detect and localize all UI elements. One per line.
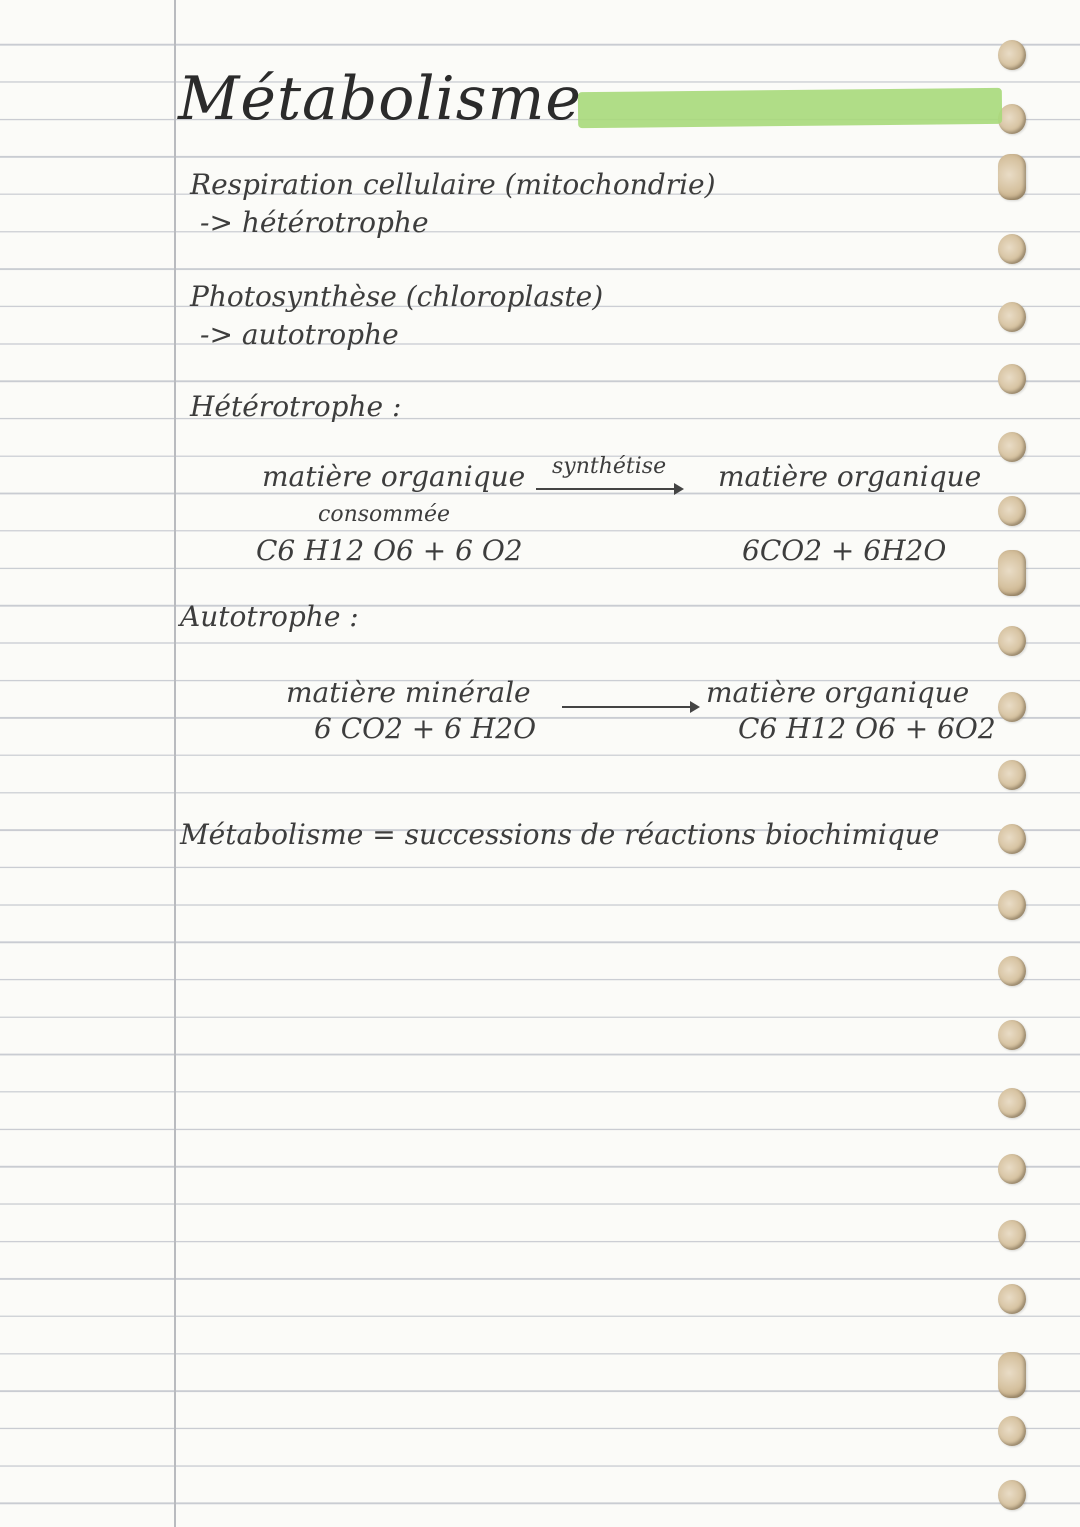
binder-hole bbox=[998, 104, 1026, 134]
heterotrophe-arrow bbox=[536, 488, 682, 490]
binder-hole bbox=[998, 432, 1026, 462]
heterotrophe-left-label: matière organique bbox=[262, 460, 526, 493]
autotrophe-left-formula: 6 CO2 + 6 H2O bbox=[314, 712, 537, 745]
binder-hole bbox=[998, 1352, 1026, 1398]
binder-hole bbox=[998, 154, 1026, 200]
binder-hole bbox=[998, 760, 1026, 790]
definition-text: successions de réactions biochimique bbox=[404, 818, 940, 851]
respiration-heading: Respiration cellulaire (mitochondrie) bbox=[190, 168, 716, 201]
margin-line bbox=[174, 0, 176, 1527]
page-title: Métabolisme bbox=[178, 64, 582, 134]
binder-hole bbox=[998, 824, 1026, 854]
autotrophe-heading: Autotrophe : bbox=[180, 600, 359, 633]
binder-hole bbox=[998, 364, 1026, 394]
photosynthese-heading: Photosynthèse (chloroplaste) bbox=[190, 280, 604, 313]
binder-hole bbox=[998, 1020, 1026, 1050]
heterotrophe-right-label: matière organique bbox=[718, 460, 982, 493]
heterotrophe-right-formula: 6CO2 + 6H2O bbox=[742, 534, 947, 567]
binder-hole bbox=[998, 1220, 1026, 1250]
respiration-result: -> hétérotrophe bbox=[200, 206, 429, 239]
binder-hole bbox=[998, 1480, 1026, 1510]
binder-hole bbox=[998, 890, 1026, 920]
heterotrophe-left-formula: C6 H12 O6 + 6 O2 bbox=[256, 534, 523, 567]
binder-hole bbox=[998, 956, 1026, 986]
autotrophe-arrow bbox=[562, 706, 698, 708]
binder-hole bbox=[998, 40, 1026, 70]
heterotrophe-arrow-label: synthétise bbox=[552, 454, 667, 479]
binder-holes bbox=[998, 0, 1034, 1527]
binder-hole bbox=[998, 692, 1026, 722]
autotrophe-right-label: matière organique bbox=[706, 676, 970, 709]
binder-hole bbox=[998, 1088, 1026, 1118]
binder-hole bbox=[998, 234, 1026, 264]
binder-hole bbox=[998, 1284, 1026, 1314]
photosynthese-result: -> autotrophe bbox=[200, 318, 399, 351]
heterotrophe-left-sublabel: consommée bbox=[318, 502, 451, 527]
title-highlight bbox=[578, 88, 1002, 128]
binder-hole bbox=[998, 1154, 1026, 1184]
binder-hole bbox=[998, 496, 1026, 526]
definition-separator: = bbox=[372, 818, 396, 851]
definition-line bbox=[180, 818, 939, 851]
binder-hole bbox=[998, 626, 1026, 656]
binder-hole bbox=[998, 302, 1026, 332]
binder-hole bbox=[998, 550, 1026, 596]
heterotrophe-heading: Hétérotrophe : bbox=[190, 390, 402, 423]
autotrophe-right-formula: C6 H12 O6 + 6O2 bbox=[738, 712, 996, 745]
binder-hole bbox=[998, 1416, 1026, 1446]
definition-term: Métabolisme bbox=[180, 818, 364, 851]
autotrophe-left-label: matière minérale bbox=[286, 676, 531, 709]
